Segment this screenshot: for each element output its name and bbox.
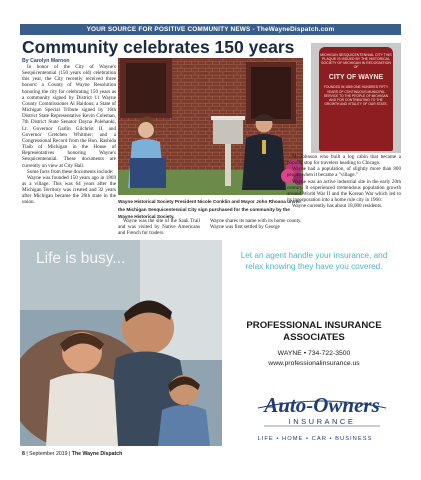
article-paragraph: Wayne was an active industrial site in the early 20th century. It experienced tremendous population growth around World War II and the Korean War which led to its incorporation into a home rule city in 1960. bbox=[287, 178, 401, 204]
section-banner: YOUR SOURCE FOR POSITIVE COMMUNITY NEWS - TheWayneDispatch.com bbox=[20, 24, 401, 35]
article-column-2 bbox=[118, 218, 200, 236]
agency-name: PROFESSIONAL INSURANCE ASSOCIATES bbox=[246, 320, 382, 343]
unveiling-photo-art bbox=[118, 58, 303, 195]
article-paragraph: Wayne had a population, of slightly more than 800 people when it became a "village." bbox=[287, 166, 401, 179]
plaque-city-name: CITY OF WAYNE bbox=[328, 74, 384, 82]
article-headline: Community celebrates 150 years bbox=[22, 37, 295, 57]
article-column-4 bbox=[287, 154, 401, 240]
footer-separator: | bbox=[68, 451, 71, 457]
auto-owners-logo bbox=[256, 388, 388, 434]
agency-phone[interactable]: WAYNE • 734-722-3500 bbox=[277, 350, 351, 357]
family-photo bbox=[20, 240, 222, 446]
article-paragraph: Wayne was founded 150 years ago in 1869 as a village. This was 64 years after the Michigan Territory was created and 32 years after Michigan became the 26th state in the union. bbox=[22, 174, 116, 206]
ad-tagline: Let an agent handle your insurance, and relax knowing they have you covered. bbox=[240, 251, 388, 271]
auto-owners-wordmark: Auto-Owners bbox=[264, 393, 380, 417]
article-byline: By Carolyn Marnon bbox=[22, 58, 70, 64]
page-number: 8 bbox=[22, 451, 25, 457]
insurance-lines: LIFE • HOME • CAR • BUSINESS bbox=[257, 436, 373, 442]
article-paragraph: M. Johnson who built a log cabin that became a popular stop for travelers heading to Chicago. bbox=[287, 154, 401, 167]
article-paragraph: In honor of the City of Wayne's Sesquicentennial (150 years old) celebration this year, the City recently received three honors: a County of Wayne Resolution honoring the city for celebrating 150 years as a community signed by District 11 Wayne County Commissioner Al Haidous; a State of Michigan Special Tribute signed by 16th District State Representative Kevin Coleman, 7th District State Senator Dayna Polehanki, Lt. Governor Garlin Gilchrist II, and Governor Gretchen Whitmer; and a Congressional Record from the Hon. Rashida Tlaib of Michigan in the House of Representatives honoring Wayne's Sesquicentennial. These documents are currently on view at City Hall. bbox=[22, 64, 116, 169]
family-photo-art bbox=[20, 240, 222, 446]
agency-website-link[interactable]: www.professionalinsurance.us bbox=[268, 360, 360, 367]
sesquicentennial-plaque-photo bbox=[311, 43, 401, 153]
ad-headline: Life is busy... bbox=[36, 250, 126, 267]
article-paragraph: Wayne currently has about 18,000 residents. bbox=[292, 203, 383, 210]
footer-separator: | bbox=[26, 451, 28, 457]
article-paragraph: Wayne was the site of the Sauk Trail and was visited by Native Americans and French fur traders. bbox=[118, 218, 200, 236]
plaque-body-text: FOUNDED IN 1869 ONE HUNDRED FIFTY YEARS OF CONTINUOUS MUNICIPAL SERVICE TO THE PEOPLE OF MICHIGAN AND FOR CONTRIBUTING TO THE GROWTH AND VITALITY OF OUR STATE. bbox=[323, 85, 389, 107]
page-footer bbox=[22, 451, 122, 457]
article-paragraph: Wayne was first settled by George bbox=[210, 224, 280, 231]
plaque-sign bbox=[319, 47, 393, 151]
photo-caption: Wayne Historical Society President Nicole Conklin and Mayor John Rhoana unveil the Michigan Sesquicentennial City sign purchased for the community by the Wayne Historical Society. bbox=[118, 199, 301, 220]
article-column-1 bbox=[22, 64, 116, 236]
unveiling-photo bbox=[118, 58, 303, 195]
article-paragraph: Some facts from these documents include: bbox=[27, 168, 114, 175]
issue-date: September 2019 bbox=[29, 451, 68, 457]
insurance-advertisement[interactable] bbox=[20, 240, 401, 446]
publication-name: The Wayne Dispatch bbox=[71, 451, 123, 457]
auto-owners-subtitle: INSURANCE bbox=[288, 417, 356, 426]
article-paragraph: Wayne shares its name with its home county. bbox=[210, 218, 302, 224]
plaque-intro-text: MICHIGAN SESQUICENTENNIAL CITY THIS PLAQUE IS ISSUED BY THE HISTORICAL SOCIETY OF MICHIGAN IN RECOGNITION OF bbox=[320, 53, 392, 70]
